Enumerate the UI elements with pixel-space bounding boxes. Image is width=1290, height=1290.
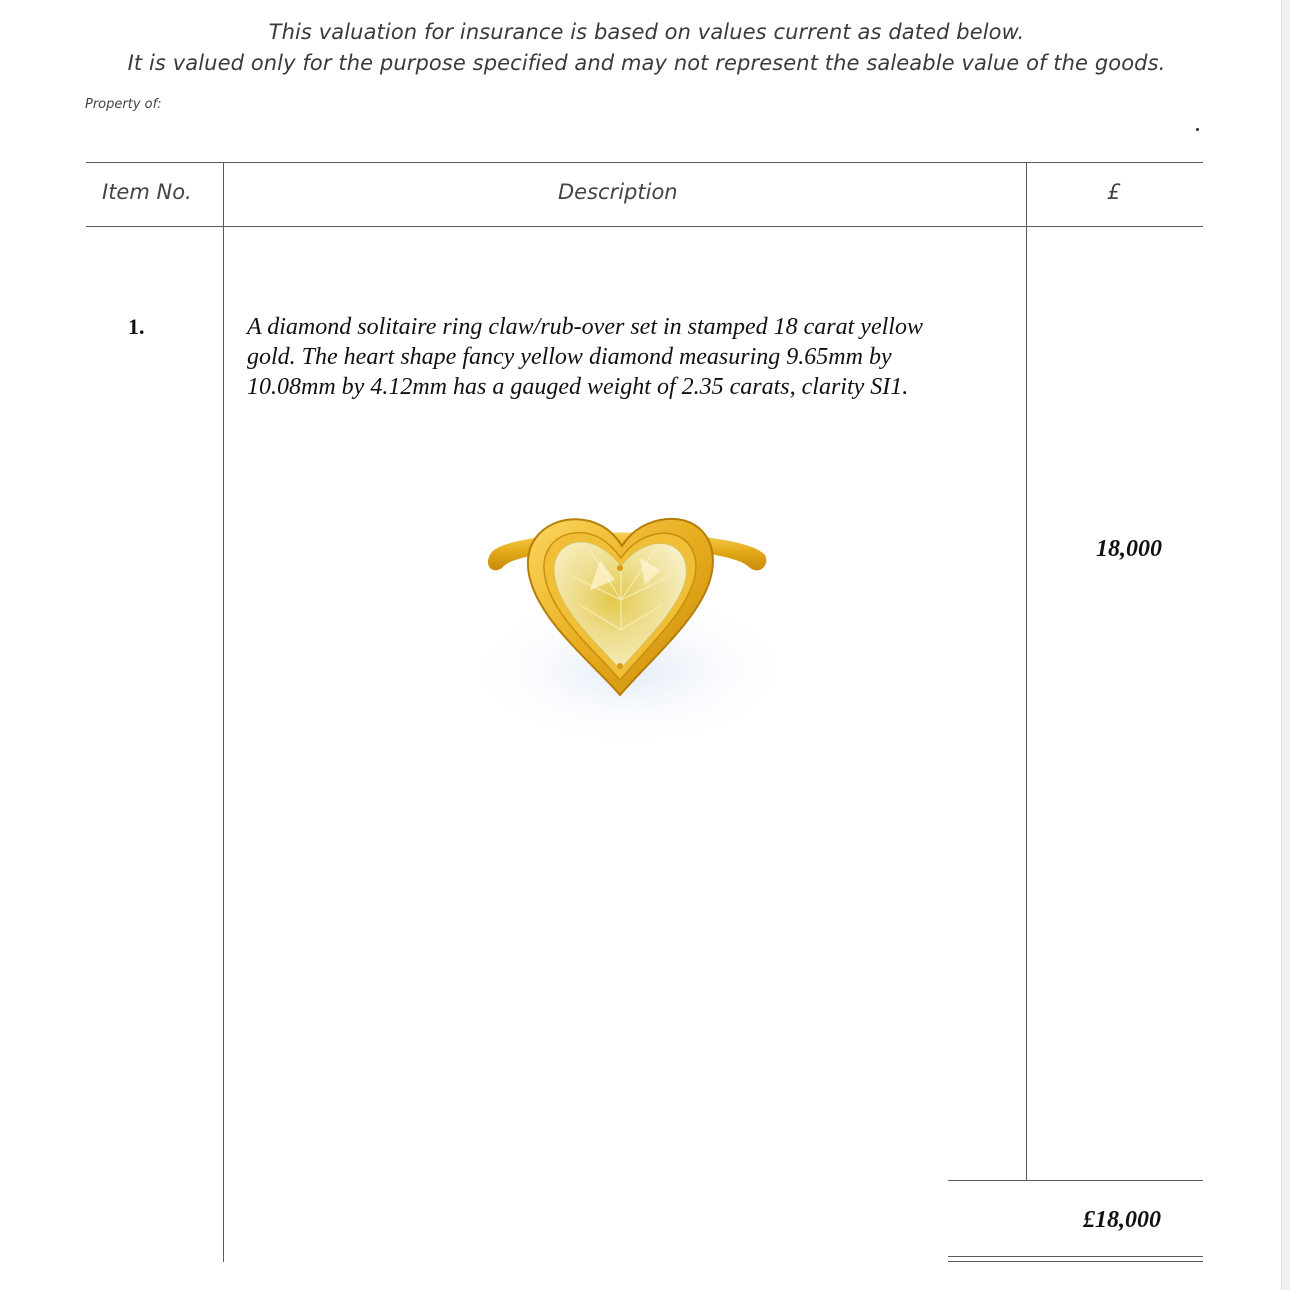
description-line: 10.08mm by 4.12mm has a gauged weight of 2.35 carats, clarity SI1. (247, 374, 909, 400)
description-line: gold. The heart shape fancy yellow diamond measuring 9.65mm by (247, 344, 892, 370)
column-header-item-no: Item No. (102, 180, 192, 204)
column-header-description: Description (558, 180, 678, 204)
total-value: £18,000 (1083, 1207, 1161, 1233)
column-divider-1 (223, 162, 224, 1262)
column-divider-2 (1026, 162, 1027, 1181)
subtotal-rule (948, 1180, 1203, 1181)
item-value: 18,000 (1096, 536, 1162, 562)
table-header-bottom-rule (86, 226, 1203, 227)
total-double-rule-bottom (948, 1261, 1203, 1262)
heart-diamond-ring-photo (440, 480, 820, 760)
column-header-currency: £ (1107, 180, 1121, 204)
total-double-rule-top (948, 1256, 1203, 1257)
stray-dot (1196, 128, 1199, 131)
item-number: 1. (128, 314, 145, 339)
insurance-disclaimer-line-2: It is valued only for the purpose specified and may not represent the saleable value of the goods. (127, 51, 1166, 75)
insurance-disclaimer-line-1: This valuation for insurance is based on values current as dated below. (268, 20, 1025, 44)
description-line: A diamond solitaire ring claw/rub-over set in stamped 18 carat yellow (247, 314, 923, 340)
property-of-label: Property of: (85, 97, 162, 112)
item-description (247, 312, 1007, 402)
page-edge-divider (1281, 0, 1282, 1290)
table-top-rule (86, 162, 1203, 163)
